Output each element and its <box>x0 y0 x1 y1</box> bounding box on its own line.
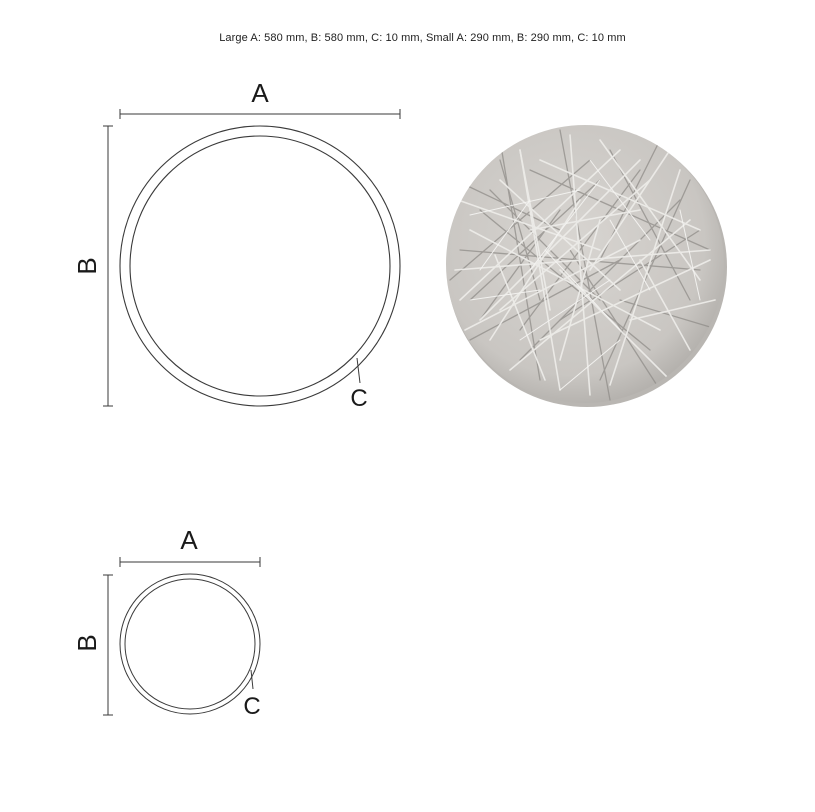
large-label-b: B <box>72 257 102 275</box>
small-inner-circle <box>125 579 255 709</box>
wood-wool-panel-icon <box>446 125 727 407</box>
large-dimension-b-line <box>103 126 113 406</box>
large-label-c: C <box>350 385 368 412</box>
small-dimension-b-line <box>103 575 113 715</box>
large-dimension-a-line <box>120 109 400 119</box>
small-label-a: A <box>180 525 198 555</box>
small-outer-circle <box>120 574 260 714</box>
small-label-b: B <box>72 634 102 652</box>
dimensions-caption: Large A: 580 mm, B: 580 mm, C: 10 mm, Small A: 290 mm, B: 290 mm, C: 10 mm <box>219 32 626 44</box>
large-c-leader <box>357 358 360 383</box>
small-drawing <box>72 525 261 720</box>
small-c-leader <box>251 670 253 689</box>
large-label-a: A <box>251 78 269 108</box>
large-drawing <box>72 78 400 412</box>
large-inner-circle <box>130 136 390 396</box>
small-dimension-a-line <box>120 557 260 567</box>
small-label-c: C <box>243 693 261 720</box>
